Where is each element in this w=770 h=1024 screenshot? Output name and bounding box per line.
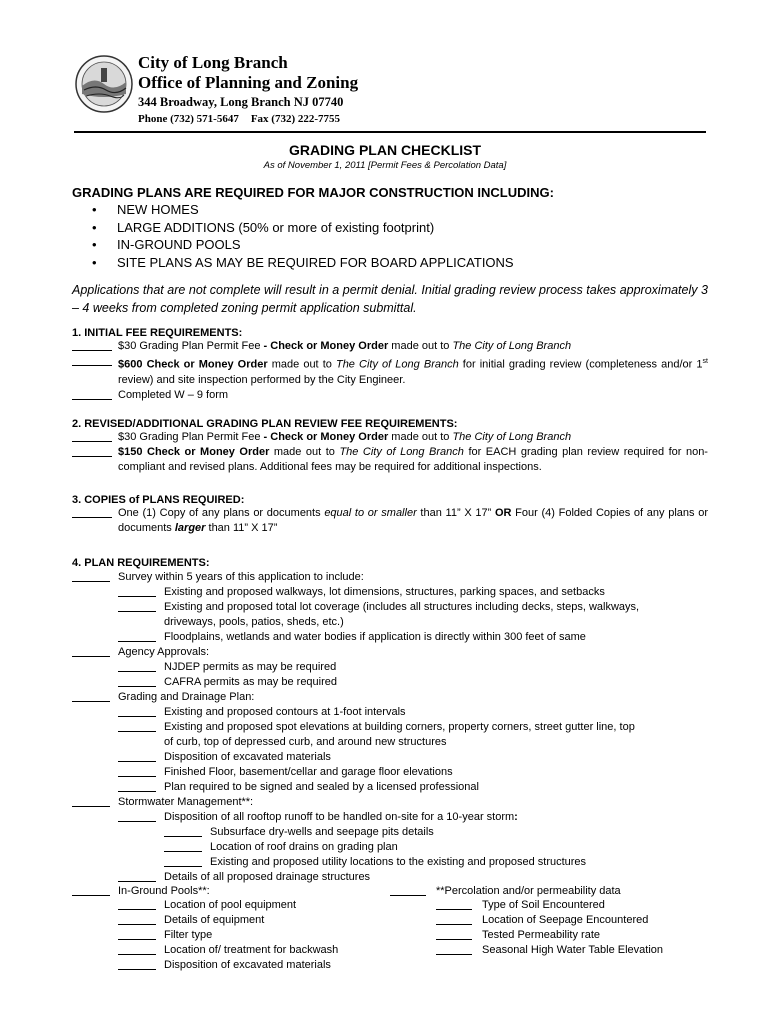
check-blank[interactable]: [72, 506, 112, 518]
list-item: • SITE PLANS AS MAY BE REQUIRED FOR BOARD APPLICATIONS: [92, 254, 514, 272]
check-blank[interactable]: [436, 898, 472, 910]
checklist-item: Finished Floor, basement/cellar and garage floor elevations: [164, 765, 453, 779]
section-heading: 1. INITIAL FEE REQUIREMENTS:: [72, 327, 243, 339]
checklist-item: Completed W – 9 form: [72, 388, 708, 403]
checklist-item: Filter type: [164, 928, 212, 942]
checklist-item: Location of roof drains on grading plan: [210, 840, 398, 854]
header-divider: [74, 131, 706, 133]
check-blank[interactable]: [72, 354, 112, 366]
check-blank[interactable]: [118, 675, 156, 687]
checklist-item-grading: Grading and Drainage Plan:: [118, 690, 254, 704]
checklist-item: Floodplains, wetlands and water bodies if application is directly within 300 feet of same: [164, 630, 586, 644]
city-name: City of Long Branch: [138, 53, 288, 72]
checklist-item: $30 Grading Plan Permit Fee - Check or Money Order made out to The City of Long Branch: [72, 339, 708, 354]
check-blank[interactable]: [118, 780, 156, 792]
section-heading: 4. PLAN REQUIREMENTS:: [72, 557, 210, 569]
checklist-item: Existing and proposed contours at 1-foot intervals: [164, 705, 406, 719]
check-blank[interactable]: [118, 660, 156, 672]
checklist-item: One (1) Copy of any plans or documents equal to or smaller than 11” X 17” OR Four (4) Folded Copies of any plans or documents larger than 11” X 17”: [72, 506, 708, 536]
check-blank[interactable]: [118, 870, 156, 882]
checklist-item: Disposition of excavated materials: [164, 750, 331, 764]
check-blank[interactable]: [118, 898, 156, 910]
check-blank[interactable]: [118, 600, 156, 612]
check-blank[interactable]: [118, 913, 156, 925]
check-blank[interactable]: [72, 445, 112, 457]
check-blank[interactable]: [164, 840, 202, 852]
checklist-item: Plan required to be signed and sealed by a licensed professional: [164, 780, 479, 794]
check-blank[interactable]: [118, 750, 156, 762]
check-blank[interactable]: [118, 630, 156, 642]
checklist-item: $150 Check or Money Order made out to The City of Long Branch for EACH grading plan review required for non-compliant and revised plans. Additional fees may be required for additional inspections.: [72, 445, 708, 475]
check-blank[interactable]: [118, 810, 156, 822]
check-blank[interactable]: [72, 339, 112, 351]
office-name: Office of Planning and Zoning: [138, 73, 359, 92]
check-blank[interactable]: [390, 884, 426, 896]
checklist-item: Disposition of excavated materials: [164, 958, 331, 972]
checklist-item: $30 Grading Plan Permit Fee - Check or Money Order made out to The City of Long Branch: [72, 430, 708, 445]
section-heading: 2. REVISED/ADDITIONAL GRADING PLAN REVIEW FEE REQUIREMENTS:: [72, 418, 458, 430]
section-heading: 3. COPIES of PLANS REQUIRED:: [72, 494, 245, 506]
check-blank[interactable]: [118, 585, 156, 597]
check-blank[interactable]: [164, 825, 202, 837]
section-initial-fees: [72, 327, 708, 403]
check-blank[interactable]: [118, 765, 156, 777]
checklist-item-continued: of curb, top of depressed curb, and around new structures: [164, 736, 447, 748]
checklist-item: Details of equipment: [164, 913, 264, 927]
checklist-item: Tested Permeability rate: [482, 928, 600, 942]
checklist-item: Location of Seepage Encountered: [482, 913, 648, 927]
checklist-item-continued: driveways, pools, patios, sheds, etc.): [164, 616, 344, 628]
denial-notice: Applications that are not complete will result in a permit denial. Initial grading review process takes approximately 3 – 4 weeks from completed zoning permit application submittal.: [72, 283, 708, 315]
required-list: [92, 201, 514, 271]
check-blank[interactable]: [72, 795, 110, 807]
page-title: GRADING PLAN CHECKLIST: [288, 142, 482, 158]
checklist-item: Disposition of all rooftop runoff to be handled on-site for a 10-year storm:: [164, 810, 518, 824]
check-blank[interactable]: [118, 720, 156, 732]
checklist-item: Existing and proposed total lot coverage (includes all structures including decks, steps, walkways,: [164, 600, 639, 614]
checklist-item: CAFRA permits as may be required: [164, 675, 337, 689]
office-address: 344 Broadway, Long Branch NJ 07740: [138, 95, 344, 109]
checklist-item-agency: Agency Approvals:: [118, 645, 209, 659]
checklist-item-survey: Survey within 5 years of this application to include:: [118, 570, 364, 584]
checklist-item: $600 Check or Money Order made out to The City of Long Branch for initial grading review (completeness and/or 1st review) and site inspection performed by the City Engineer.: [72, 354, 708, 388]
checklist-item: Location of pool equipment: [164, 898, 296, 912]
checklist-item: Existing and proposed walkways, lot dimensions, structures, parking spaces, and setbacks: [164, 585, 605, 599]
checklist-item: Location of/ treatment for backwash: [164, 943, 338, 957]
checklist-item: Seasonal High Water Table Elevation: [482, 943, 663, 957]
list-item: • IN-GROUND POOLS: [92, 236, 514, 254]
phone-number: Phone (732) 571-5647: [138, 113, 239, 125]
checklist-item: NJDEP permits as may be required: [164, 660, 336, 674]
check-blank[interactable]: [72, 690, 110, 702]
check-blank[interactable]: [72, 388, 112, 400]
check-blank[interactable]: [436, 928, 472, 940]
list-item: • LARGE ADDITIONS (50% or more of existing footprint): [92, 219, 514, 237]
checklist-item: Type of Soil Encountered: [482, 898, 605, 912]
check-blank[interactable]: [72, 645, 110, 657]
section-revised-fees: [72, 418, 708, 475]
checklist-item-pools: In-Ground Pools**:: [118, 884, 210, 898]
check-blank[interactable]: [72, 430, 112, 442]
check-blank[interactable]: [118, 943, 156, 955]
check-blank[interactable]: [118, 958, 156, 970]
city-seal-logo: [74, 54, 134, 114]
list-item: • NEW HOMES: [92, 201, 514, 219]
checklist-item: Existing and proposed utility locations to the existing and proposed structures: [210, 855, 586, 869]
check-blank[interactable]: [72, 884, 110, 896]
check-blank[interactable]: [118, 928, 156, 940]
checklist-item-percolation: **Percolation and/or permeability data: [436, 884, 621, 898]
fax-number: Fax (732) 222-7755: [250, 113, 341, 125]
checklist-item-stormwater: Stormwater Management**:: [118, 795, 253, 809]
checklist-item: Details of all proposed drainage structures: [164, 870, 370, 884]
checklist-item: Existing and proposed spot elevations at building corners, property corners, street gutter line, top: [164, 720, 635, 734]
checklist-item: Subsurface dry-wells and seepage pits details: [210, 825, 434, 839]
page-subtitle: As of November 1, 2011 [Permit Fees & Percolation Data]: [263, 160, 507, 171]
check-blank[interactable]: [118, 705, 156, 717]
check-blank[interactable]: [72, 570, 110, 582]
check-blank[interactable]: [436, 943, 472, 955]
check-blank[interactable]: [164, 855, 202, 867]
contact-line: [138, 113, 340, 125]
required-heading: GRADING PLANS ARE REQUIRED FOR MAJOR CONSTRUCTION INCLUDING:: [72, 185, 554, 200]
check-blank[interactable]: [436, 913, 472, 925]
section-copies: [72, 494, 708, 536]
